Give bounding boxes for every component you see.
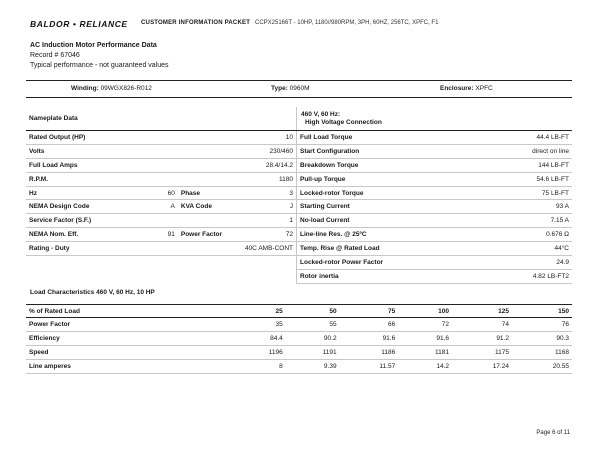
performance-label: Temp. Rise @ Rated Load bbox=[297, 242, 483, 256]
nameplate-row bbox=[26, 242, 296, 256]
load-row bbox=[26, 346, 572, 360]
load-row-label: Power Factor bbox=[26, 318, 232, 332]
load-cell: 35 bbox=[232, 318, 286, 332]
nameplate-label: Full Load Amps bbox=[26, 158, 135, 172]
load-cell: 91.6 bbox=[340, 332, 399, 346]
packet-title: CUSTOMER INFORMATION PACKET bbox=[141, 20, 251, 26]
load-column-header: 125 bbox=[452, 305, 512, 318]
performance-row bbox=[297, 256, 573, 270]
record-number: Record # 67046 bbox=[30, 52, 80, 59]
load-cell: 14.2 bbox=[398, 360, 452, 374]
performance-row bbox=[297, 144, 573, 158]
nameplate-label: NEMA Design Code bbox=[26, 200, 135, 214]
nameplate-table bbox=[26, 107, 296, 256]
load-cell: 91.2 bbox=[452, 332, 512, 346]
product-subtitle: CCPX25166T - 10HP, 1180//980RPM, 3PH, 60HZ, 256TC, XPFC, F1 bbox=[255, 20, 439, 26]
nameplate-v1 bbox=[135, 214, 178, 228]
performance-row bbox=[297, 186, 573, 200]
load-cell: 8 bbox=[232, 360, 286, 374]
nameplate-label2 bbox=[178, 242, 242, 256]
nameplate-label: Hz bbox=[26, 186, 135, 200]
load-cell: 74 bbox=[452, 318, 512, 332]
performance-value: 4.82 LB-FT2 bbox=[483, 269, 572, 283]
nameplate-label: Volts bbox=[26, 144, 135, 158]
load-cell: 84.4 bbox=[232, 332, 286, 346]
nameplate-label2 bbox=[178, 172, 242, 186]
nameplate-row bbox=[26, 186, 296, 200]
nameplate-v1: 91 bbox=[135, 228, 178, 242]
nameplate-label2 bbox=[178, 131, 242, 145]
nameplate-v1 bbox=[135, 242, 178, 256]
type-label: Type: bbox=[271, 85, 288, 92]
doc-title: AC Induction Motor Performance Data bbox=[30, 42, 157, 49]
performance-row bbox=[297, 200, 573, 214]
nameplate-label: Service Factor (S.F.) bbox=[26, 214, 135, 228]
load-column-header: % of Rated Load bbox=[26, 305, 232, 318]
load-cell: 1196 bbox=[232, 346, 286, 360]
load-characteristics-table bbox=[26, 304, 572, 374]
nameplate-heading: Nameplate Data bbox=[26, 107, 296, 131]
nameplate-label: R.P.M. bbox=[26, 172, 135, 186]
performance-value: direct on line bbox=[483, 144, 572, 158]
type-value: 0960M bbox=[289, 85, 310, 92]
performance-value: 93 A bbox=[483, 200, 572, 214]
performance-label: No-load Current bbox=[297, 214, 483, 228]
nameplate-value: 72 bbox=[242, 228, 296, 242]
nameplate-value: 1 bbox=[242, 214, 296, 228]
performance-label: Locked-rotor Power Factor bbox=[297, 256, 483, 270]
performance-label: Starting Current bbox=[297, 200, 483, 214]
nameplate-row bbox=[26, 228, 296, 242]
nameplate-row bbox=[26, 158, 296, 172]
nameplate-value: 28.4/14.2 bbox=[242, 158, 296, 172]
nameplate-label2: KVA Code bbox=[178, 200, 242, 214]
load-row bbox=[26, 360, 572, 374]
load-cell: 1191 bbox=[286, 346, 340, 360]
nameplate-value: 40C AMB-CONT bbox=[242, 242, 296, 256]
nameplate-v1 bbox=[135, 131, 178, 145]
load-cell: 90.3 bbox=[512, 332, 572, 346]
winding-label: Winding: bbox=[71, 85, 99, 92]
load-characteristics-title: Load Characteristics 460 V, 60 Hz, 10 HP bbox=[30, 289, 155, 296]
nameplate-v1: A bbox=[135, 200, 178, 214]
nameplate-row bbox=[26, 200, 296, 214]
nameplate-v1 bbox=[135, 158, 178, 172]
load-cell: 1168 bbox=[512, 346, 572, 360]
nameplate-label2: Power Factor bbox=[178, 228, 242, 242]
nameplate-label: Rated Output (HP) bbox=[26, 131, 135, 145]
load-cell: 9.39 bbox=[286, 360, 340, 374]
load-cell: 1181 bbox=[398, 346, 452, 360]
load-cell: 66 bbox=[340, 318, 399, 332]
nameplate-row bbox=[26, 131, 296, 145]
load-cell: 72 bbox=[398, 318, 452, 332]
load-row bbox=[26, 318, 572, 332]
nameplate-v1 bbox=[135, 144, 178, 158]
load-cell: 20.55 bbox=[512, 360, 572, 374]
load-column-header: 75 bbox=[340, 305, 399, 318]
nameplate-v1 bbox=[135, 172, 178, 186]
perf-heading-voltage: 460 V, 60 Hz: bbox=[301, 110, 341, 118]
nameplate-value: J bbox=[242, 200, 296, 214]
load-cell: 1186 bbox=[340, 346, 399, 360]
performance-row bbox=[297, 228, 573, 242]
performance-row bbox=[297, 242, 573, 256]
load-cell: 55 bbox=[286, 318, 340, 332]
nameplate-value: 10 bbox=[242, 131, 296, 145]
winding-value: 09WGX826-R012 bbox=[100, 85, 152, 92]
nameplate-value: 230/460 bbox=[242, 144, 296, 158]
nameplate-label: NEMA Nom. Eff. bbox=[26, 228, 135, 242]
nameplate-label2 bbox=[178, 144, 242, 158]
load-column-header: 150 bbox=[512, 305, 572, 318]
performance-value: 0.676 Ω bbox=[483, 228, 572, 242]
load-row-label: Efficiency bbox=[26, 332, 232, 346]
nameplate-value: 1180 bbox=[242, 172, 296, 186]
load-cell: 76 bbox=[512, 318, 572, 332]
performance-value: 24.9 bbox=[483, 256, 572, 270]
nameplate-row bbox=[26, 172, 296, 186]
nameplate-value: 3 bbox=[242, 186, 296, 200]
performance-value: 54.6 LB-FT bbox=[483, 172, 572, 186]
doc-note: Typical performance - not guaranteed values bbox=[30, 62, 169, 69]
performance-value: 7.15 A bbox=[483, 214, 572, 228]
performance-value: 75 LB-FT bbox=[483, 186, 572, 200]
performance-label: Breakdown Torque bbox=[297, 158, 483, 172]
performance-heading bbox=[297, 107, 573, 131]
performance-table bbox=[296, 107, 572, 284]
performance-label: Start Configuration bbox=[297, 144, 483, 158]
load-cell: 91.6 bbox=[398, 332, 452, 346]
load-row-label: Speed bbox=[26, 346, 232, 360]
nameplate-label: Rating - Duty bbox=[26, 242, 135, 256]
load-column-header: 25 bbox=[232, 305, 286, 318]
performance-label: Locked-rotor Torque bbox=[297, 186, 483, 200]
performance-row bbox=[297, 158, 573, 172]
load-cell: 90.2 bbox=[286, 332, 340, 346]
performance-value: 44.4 LB-FT bbox=[483, 131, 572, 145]
performance-label: Rotor inertia bbox=[297, 269, 483, 283]
nameplate-label2: Phase bbox=[178, 186, 242, 200]
performance-row bbox=[297, 131, 573, 145]
enclosure-label: Enclosure: bbox=[440, 85, 474, 92]
page-number: Page 6 of 11 bbox=[536, 430, 570, 436]
performance-row bbox=[297, 172, 573, 186]
load-cell: 17.24 bbox=[452, 360, 512, 374]
nameplate-v1: 60 bbox=[135, 186, 178, 200]
load-header-row bbox=[26, 305, 572, 318]
performance-row bbox=[297, 269, 573, 283]
load-column-header: 100 bbox=[398, 305, 452, 318]
nameplate-label2 bbox=[178, 214, 242, 228]
perf-heading-connection: High Voltage Connection bbox=[305, 118, 382, 126]
performance-label: Full Load Torque bbox=[297, 131, 483, 145]
performance-value: 44°C bbox=[483, 242, 572, 256]
load-row bbox=[26, 332, 572, 346]
performance-value: 144 LB-FT bbox=[483, 158, 572, 172]
load-cell: 1175 bbox=[452, 346, 512, 360]
nameplate-label2 bbox=[178, 158, 242, 172]
nameplate-row bbox=[26, 144, 296, 158]
winding-bar bbox=[26, 80, 572, 98]
load-row-label: Line amperes bbox=[26, 360, 232, 374]
performance-label: Pull-up Torque bbox=[297, 172, 483, 186]
performance-label: Line-line Res. @ 25ºC bbox=[297, 228, 483, 242]
nameplate-row bbox=[26, 214, 296, 228]
load-column-header: 50 bbox=[286, 305, 340, 318]
enclosure-value: XPFC bbox=[475, 85, 493, 92]
performance-row bbox=[297, 214, 573, 228]
brand-logo: BALDOR • RELIANCE bbox=[30, 19, 128, 29]
load-cell: 11.57 bbox=[340, 360, 399, 374]
